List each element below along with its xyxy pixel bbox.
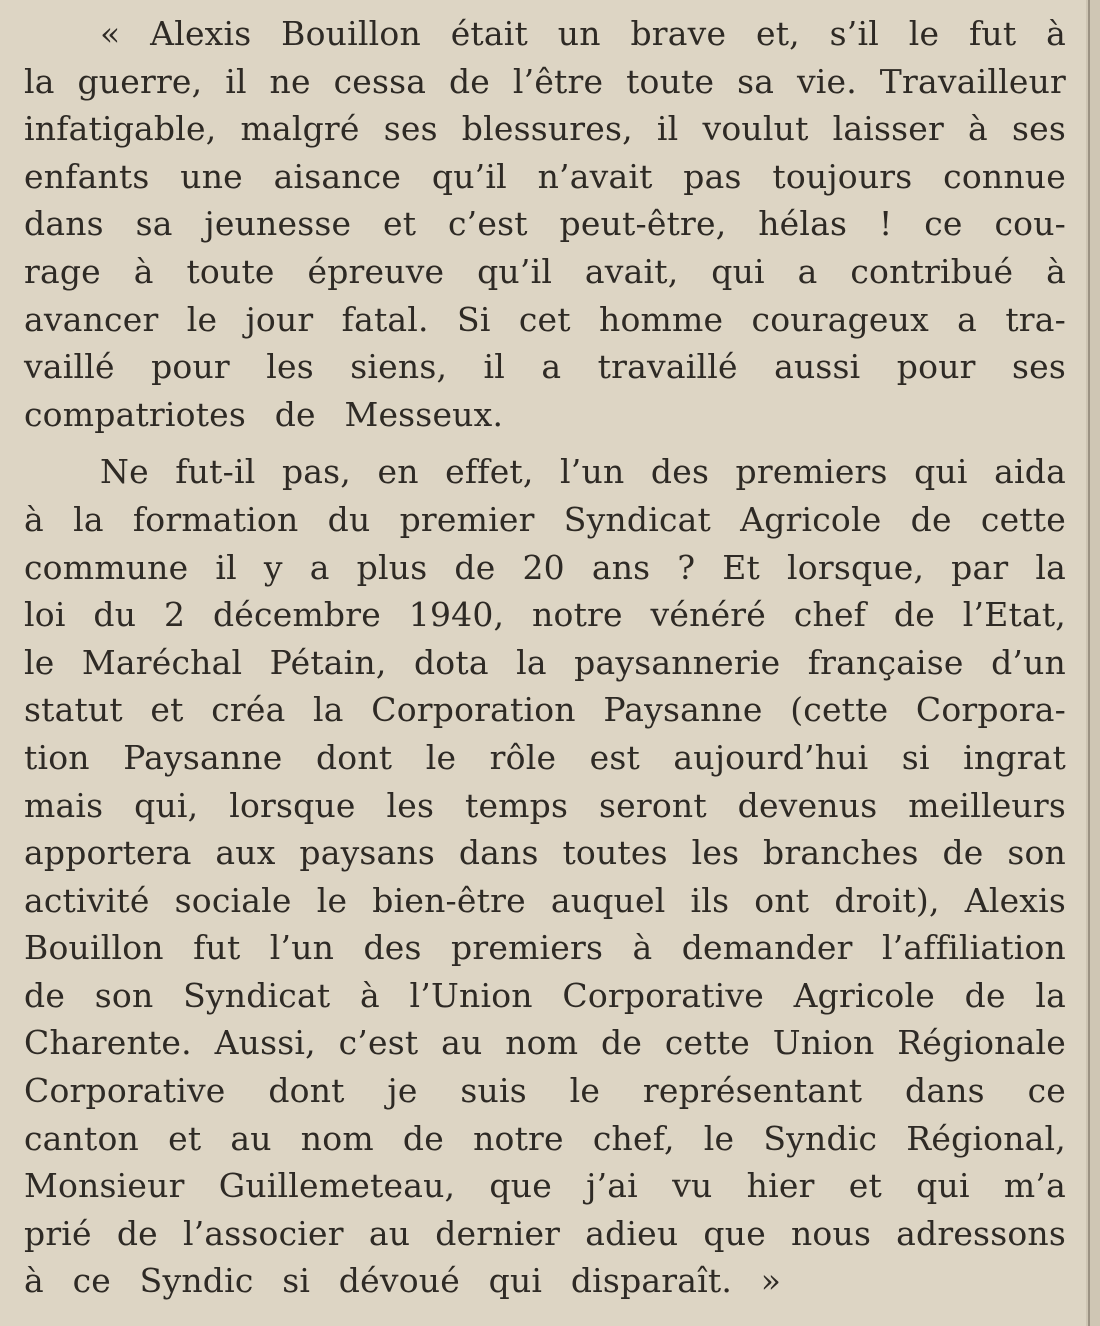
text-line: de son Syndicat à l’Union Corporative Agricole de la [24,975,1066,1015]
text-line: compatriotes de Messeux. [24,394,504,434]
text-line: vaillé pour les siens, il a travaillé aussi pour ses [24,347,1066,387]
text-line: le Maréchal Pétain, dota la paysannerie française d’un [24,642,1066,682]
text-line: rage à toute épreuve qu’il avait, qui a contribué à [24,251,1066,291]
text-line: Corporative dont je suis le représentant dans ce [24,1071,1066,1111]
text-line: mais qui, lorsque les temps seront devenus meilleurs [24,785,1066,825]
text-line: la guerre, il ne cessa de l’être toute sa vie. Travailleur [24,61,1066,101]
text-line: Bouillon fut l’un des premiers à demander l’affiliation [24,928,1066,968]
text-line: à la formation du premier Syndicat Agricole de cette [24,499,1066,539]
paragraph-2 [24,448,1066,1305]
text-line: statut et créa la Corporation Paysanne (cette Corpora- [24,690,1066,730]
text-line: dans sa jeunesse et c’est peut-être, hélas ! ce cou- [24,204,1066,244]
text-line: enfants une aisance qu’il n’avait pas toujours connue [24,156,1066,196]
column-rule [1088,0,1090,1326]
text-line: commune il y a plus de 20 ans ? Et lorsque, par la [24,547,1066,587]
text-line: Charente. Aussi, c’est au nom de cette Union Régionale [24,1023,1066,1063]
text-line: activité sociale le bien-être auquel ils ont droit), Alexis [24,880,1066,920]
text-line: tion Paysanne dont le rôle est aujourd’hui si ingrat [24,737,1066,777]
text-line: avancer le jour fatal. Si cet homme courageux a tra- [24,299,1066,339]
text-line: « Alexis Bouillon était un brave et, s’il le fut à [100,14,1066,53]
text-line: loi du 2 décembre 1940, notre vénéré chef de l’Etat, [24,595,1066,635]
article-text [24,10,1066,1305]
text-line: canton et au nom de notre chef, le Syndic Régional, [24,1118,1066,1158]
text-line: apportera aux paysans dans toutes les branches de son [24,833,1066,873]
text-line: infatigable, malgré ses blessures, il voulut laisser à ses [24,109,1066,149]
text-line: Monsieur Guillemeteau, que j’ai vu hier et qui m’a [24,1166,1066,1206]
text-line: à ce Syndic si dévoué qui disparaît. » [24,1261,782,1301]
text-line: Ne fut-il pas, en effet, l’un des premiers qui aida [100,452,1066,492]
paragraph-1 [24,10,1066,438]
text-line: prié de l’associer au dernier adieu que nous adressons [24,1213,1066,1253]
